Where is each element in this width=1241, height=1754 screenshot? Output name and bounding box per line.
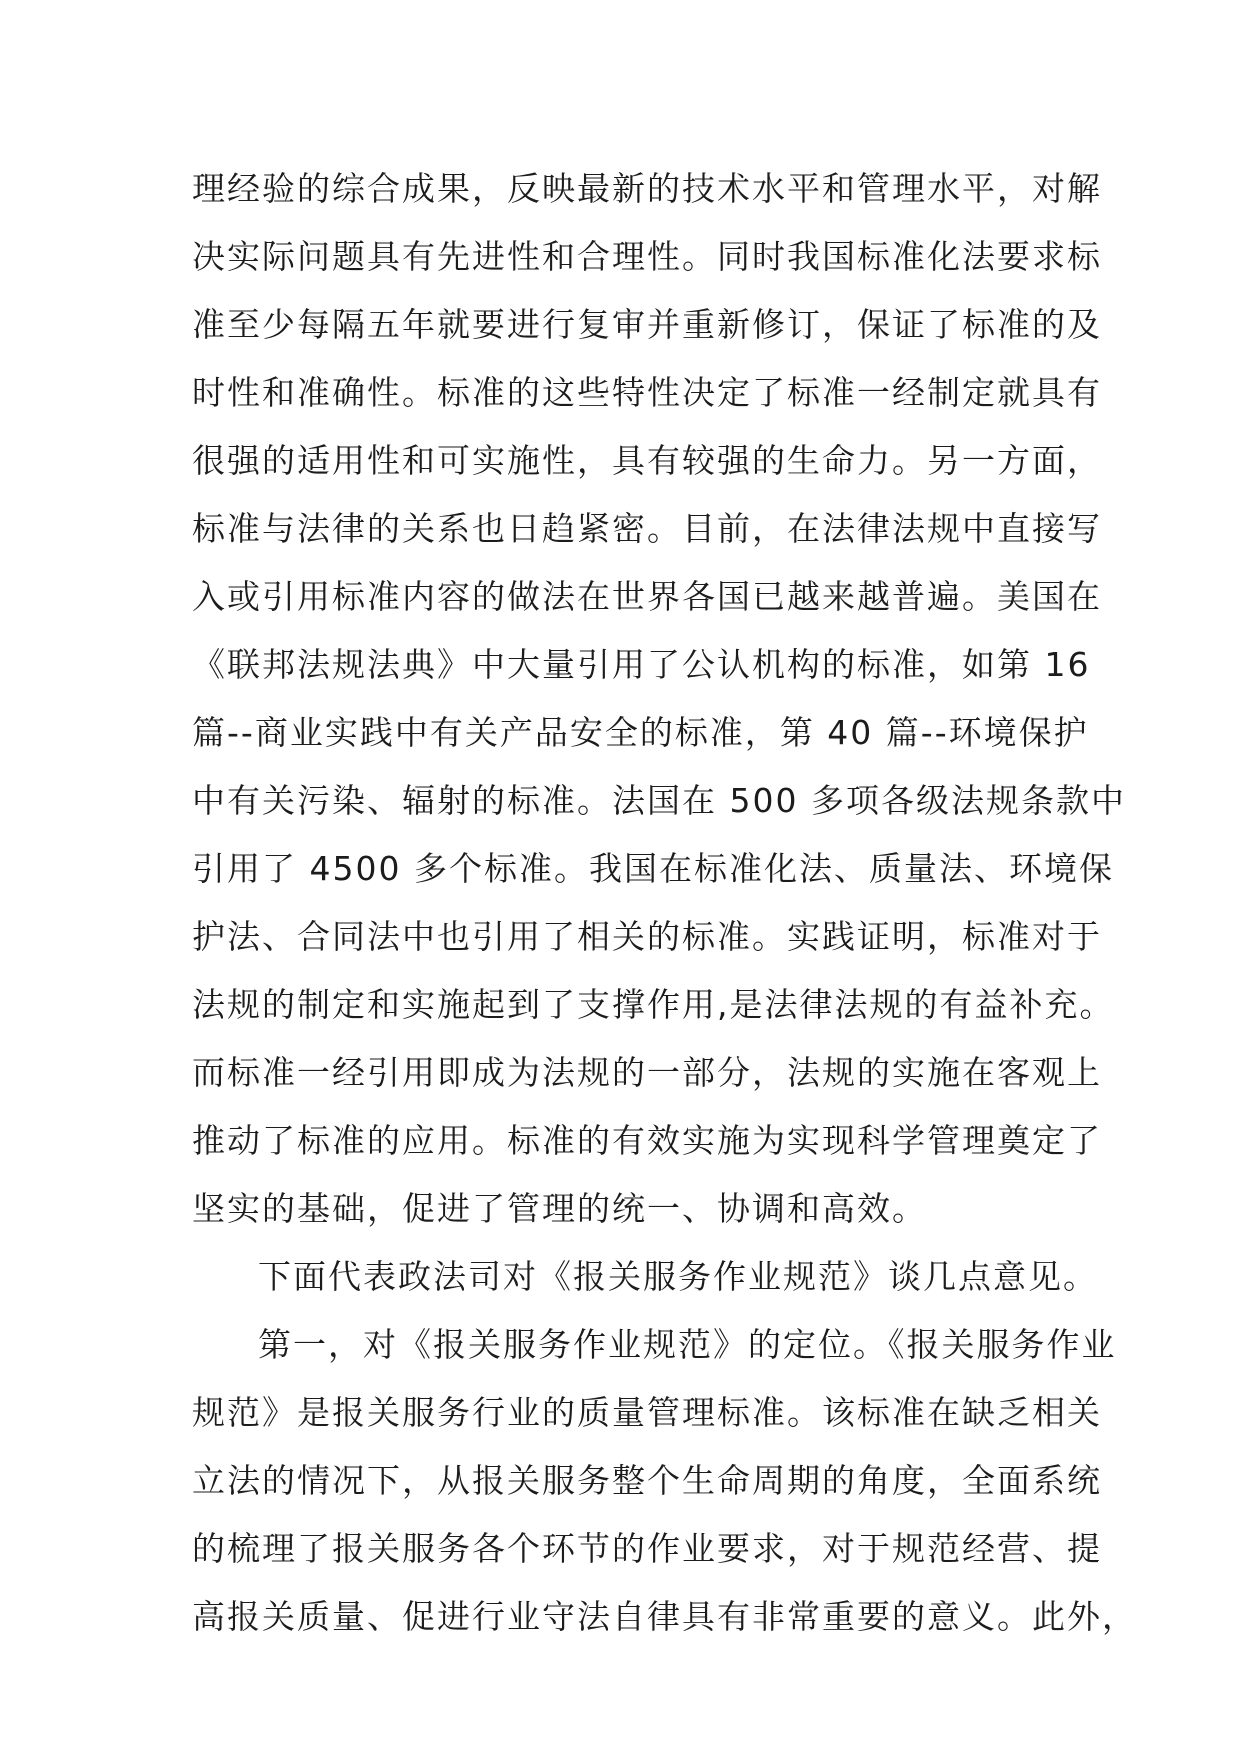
text-line: 法规的制定和实施起到了支撑作用,是法律法规的有益补充。 <box>192 985 1115 1024</box>
text-line: 护法、合同法中也引用了相关的标准。实践证明，标准对于 <box>192 917 1102 956</box>
text-line: 很强的适用性和可实施性，具有较强的生命力。另一方面， <box>192 441 1102 480</box>
text-line: 坚实的基础，促进了管理的统一、协调和高效。 <box>192 1189 927 1228</box>
text-line: 标准与法律的关系也日趋紧密。目前，在法律法规中直接写 <box>192 509 1102 548</box>
text-line: 引用了 4500 多个标准。我国在标准化法、质量法、环境保 <box>192 849 1114 888</box>
text-line: 决实际问题具有先进性和合理性。同时我国标准化法要求标 <box>192 237 1102 276</box>
text-line: 篇--商业实践中有关产品安全的标准，第 40 篇--环境保护 <box>192 713 1089 752</box>
text-line: 的梳理了报关服务各个环节的作业要求，对于规范经营、提 <box>192 1529 1102 1568</box>
text-line: 第一，对《报关服务作业规范》的定位。《报关服务作业 <box>258 1325 1117 1364</box>
text-line: 推动了标准的应用。标准的有效实施为实现科学管理奠定了 <box>192 1121 1102 1160</box>
text-line: 理经验的综合成果，反映最新的技术水平和管理水平，对解 <box>192 169 1102 208</box>
text-line: 而标准一经引用即成为法规的一部分，法规的实施在客观上 <box>192 1053 1102 1092</box>
text-line: 下面代表政法司对《报关服务作业规范》谈几点意见。 <box>258 1257 1098 1296</box>
text-line: 高报关质量、促进行业守法自律具有非常重要的意义。此外， <box>192 1597 1137 1636</box>
text-line: 时性和准确性。标准的这些特性决定了标准一经制定就具有 <box>192 373 1102 412</box>
text-line: 准至少每隔五年就要进行复审并重新修订，保证了标准的及 <box>192 305 1102 344</box>
text-line: 《联邦法规法典》中大量引用了公认机构的标准，如第 16 <box>192 645 1091 684</box>
text-line: 立法的情况下，从报关服务整个生命周期的角度，全面系统 <box>192 1461 1102 1500</box>
text-line: 入或引用标准内容的做法在世界各国已越来越普遍。美国在 <box>192 577 1102 616</box>
body-text <box>192 155 1137 1651</box>
text-line: 中有关污染、辐射的标准。法国在 500 多项各级法规条款中 <box>192 781 1126 820</box>
text-line: 规范》是报关服务行业的质量管理标准。该标准在缺乏相关 <box>192 1393 1102 1432</box>
